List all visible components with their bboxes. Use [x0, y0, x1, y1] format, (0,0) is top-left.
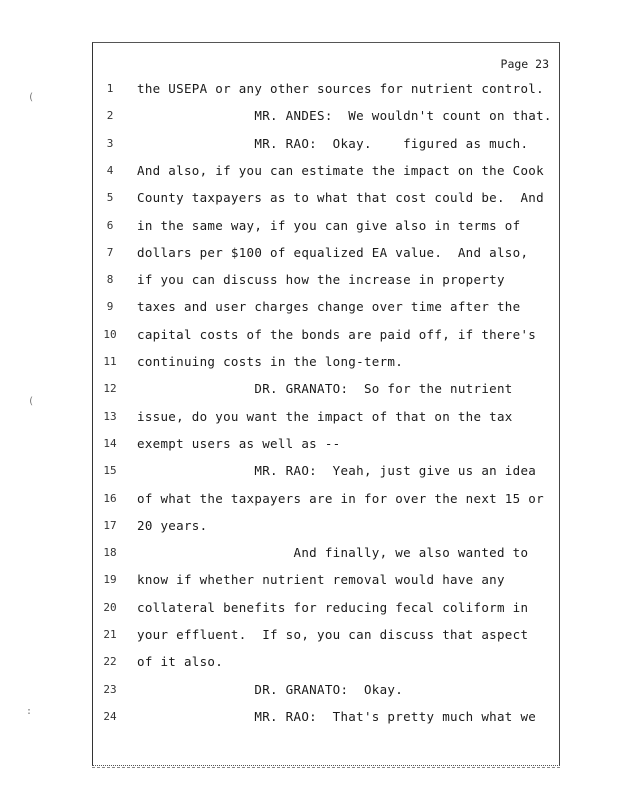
line-text: MR. RAO: That's pretty much what we — [137, 708, 537, 724]
transcript-line — [93, 354, 559, 374]
line-text: And finally, we also wanted to — [137, 545, 529, 561]
transcript-line — [93, 381, 559, 401]
transcript-line — [93, 600, 559, 620]
line-text: the USEPA or any other sources for nutrient control. — [137, 81, 544, 96]
margin-mark: ( — [28, 396, 35, 407]
transcript-line — [93, 81, 559, 101]
line-number: 22 — [103, 655, 117, 669]
line-number: 12 — [103, 382, 117, 396]
transcript-line — [93, 245, 559, 265]
transcript-line — [93, 409, 559, 429]
line-number: 6 — [106, 218, 114, 232]
line-text: continuing costs in the long-term. — [137, 354, 404, 369]
page-number: Page 23 — [500, 57, 549, 71]
line-text: MR. RAO: Okay. figured as much. — [137, 135, 529, 151]
line-number: 4 — [106, 163, 114, 177]
line-text: exempt users as well as -- — [137, 435, 341, 451]
line-text: of it also. — [137, 654, 224, 670]
line-number: 15 — [103, 464, 117, 478]
transcript-line — [93, 299, 559, 319]
line-text: taxes and user charges change over time after the — [137, 299, 521, 315]
transcript-line — [93, 709, 559, 729]
transcript-line — [93, 627, 559, 647]
transcript-line — [93, 190, 559, 210]
line-number: 5 — [106, 191, 114, 205]
line-number: 13 — [103, 409, 117, 423]
line-number: 24 — [103, 709, 117, 723]
line-text: County taxpayers as to what that cost could be. And — [137, 190, 544, 206]
line-number: 9 — [106, 300, 114, 314]
line-text: know if whether nutrient removal would have any — [137, 572, 505, 588]
line-text: issue, do you want the impact of that on the tax — [137, 408, 513, 424]
line-number: 21 — [103, 628, 117, 641]
transcript-line — [93, 463, 559, 483]
line-number: 23 — [103, 682, 117, 696]
transcript-line — [93, 163, 559, 183]
line-text: DR. GRANATO: So for the nutrient — [137, 381, 513, 397]
line-number: 2 — [106, 109, 114, 123]
margin-mark: : — [26, 706, 33, 717]
line-number: 7 — [106, 245, 114, 259]
transcript-line — [93, 682, 559, 702]
line-text: DR. GRANATO: Okay. — [137, 681, 404, 697]
line-number: 16 — [103, 491, 117, 505]
transcript-line — [93, 327, 559, 347]
line-number: 17 — [103, 518, 117, 532]
line-text: MR. RAO: Yeah, just give us an idea — [137, 463, 537, 479]
line-text: if you can discuss how the increase in property — [137, 272, 505, 288]
line-number: 18 — [103, 546, 117, 560]
transcript-line — [93, 491, 559, 511]
line-number: 3 — [106, 136, 114, 150]
line-number: 14 — [103, 436, 117, 450]
transcript-page — [92, 42, 560, 766]
line-text: your effluent. If so, you can discuss that aspect — [137, 627, 529, 642]
transcript-line — [93, 654, 559, 674]
transcript-line — [93, 136, 559, 156]
line-text: in the same way, if you can give also in terms of — [137, 217, 521, 233]
line-number: 11 — [103, 355, 117, 368]
transcript-line — [93, 218, 559, 238]
margin-mark: ( — [28, 92, 35, 103]
bottom-rule — [92, 767, 560, 768]
line-text: MR. ANDES: We wouldn't count on that. — [137, 108, 552, 124]
line-text: collateral benefits for reducing fecal coliform in — [137, 599, 529, 615]
transcript-line — [93, 272, 559, 292]
line-number: 1 — [106, 82, 114, 95]
line-number: 8 — [106, 273, 114, 287]
line-text: And also, if you can estimate the impact on the Cook — [137, 162, 544, 178]
line-text: dollars per $100 of equalized EA value. And also, — [137, 244, 529, 260]
line-number: 20 — [103, 600, 117, 614]
transcript-line — [93, 436, 559, 456]
transcript-line — [93, 545, 559, 565]
line-number: 19 — [103, 573, 117, 587]
line-number: 10 — [103, 327, 117, 341]
line-text: of what the taxpayers are in for over the next 15 or — [137, 490, 544, 506]
transcript-line — [93, 572, 559, 592]
line-text: 20 years. — [137, 517, 208, 533]
transcript-line — [93, 518, 559, 538]
transcript-line — [93, 108, 559, 128]
line-text: capital costs of the bonds are paid off, if there's — [137, 326, 537, 342]
